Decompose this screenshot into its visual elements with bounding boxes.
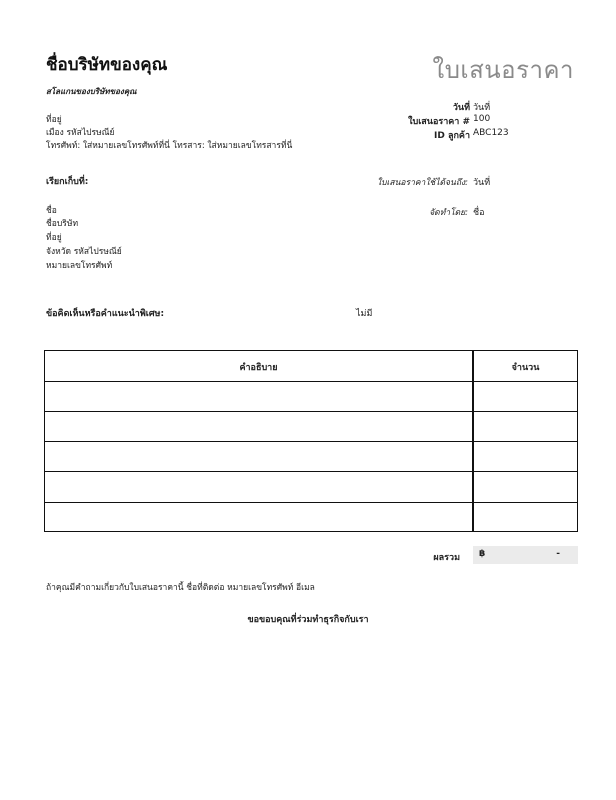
table-row bbox=[45, 411, 577, 412]
quote-number-label: ใบเสนอราคา # bbox=[408, 117, 470, 127]
company-phone-fax: โทรศัพท์: ใส่หมายเลขโทรศัพท์ที่นี่ โทรสาร: ใส่หมายเลขโทรสารที่นี่ bbox=[46, 141, 293, 151]
total-value: - bbox=[556, 549, 560, 559]
table-row bbox=[45, 502, 577, 503]
items-table bbox=[44, 350, 578, 532]
thank-you-message: ขอขอบคุณที่ร่วมทำธุรกิจกับเรา bbox=[247, 615, 369, 625]
table-header bbox=[45, 351, 577, 382]
currency-symbol: ฿ bbox=[479, 549, 486, 559]
bill-to-address: ที่อยู่ bbox=[46, 233, 62, 243]
document-title: ใบเสนอราคา bbox=[432, 56, 574, 84]
customer-id-value: ABC123 bbox=[473, 128, 509, 138]
table-row bbox=[45, 441, 577, 442]
bill-to-company: ชื่อบริษัท bbox=[46, 219, 79, 229]
valid-until-label: ใบเสนอราคาใช้ได้จนถึง: bbox=[376, 178, 468, 188]
company-name: ชื่อบริษัทของคุณ bbox=[46, 55, 168, 75]
bill-to-phone: หมายเลขโทรศัพท์ bbox=[46, 261, 113, 271]
company-address-line2: เมือง รหัสไปรษณีย์ bbox=[46, 128, 115, 138]
description-column-header: คำอธิบาย bbox=[239, 363, 278, 373]
customer-id-label: ID ลูกค้า bbox=[434, 131, 470, 141]
company-address-line1: ที่อยู่ bbox=[46, 115, 62, 125]
date-label: วันที่ bbox=[452, 103, 470, 113]
quote-number-value: 100 bbox=[473, 114, 491, 124]
contact-note: ถ้าคุณมีคำถามเกี่ยวกับใบเสนอราคานี้ ชื่อที่ติดต่อ หมายเลขโทรศัพท์ อีเมล bbox=[46, 583, 315, 593]
bill-to-province-zip: จังหวัด รหัสไปรษณีย์ bbox=[46, 247, 122, 257]
table-row bbox=[45, 471, 577, 472]
total-box bbox=[473, 546, 578, 564]
total-label: ผลรวม bbox=[433, 553, 460, 563]
comments-value: ไม่มี bbox=[356, 309, 373, 319]
bill-to-name: ชื่อ bbox=[46, 206, 57, 216]
prepared-by-value: ชื่อ bbox=[473, 208, 485, 218]
prepared-by-label: จัดทำโดย: bbox=[429, 208, 468, 218]
company-slogan: สโลแกนของบริษัทของคุณ bbox=[46, 87, 137, 96]
valid-until-value: วันที่ bbox=[473, 178, 491, 188]
comments-label: ข้อคิดเห็นหรือคำแนะนำพิเศษ: bbox=[46, 309, 165, 319]
date-value: วันที่ bbox=[473, 103, 491, 113]
bill-to-label: เรียกเก็บที่: bbox=[46, 177, 89, 187]
amount-column-header: จำนวน bbox=[511, 363, 540, 373]
